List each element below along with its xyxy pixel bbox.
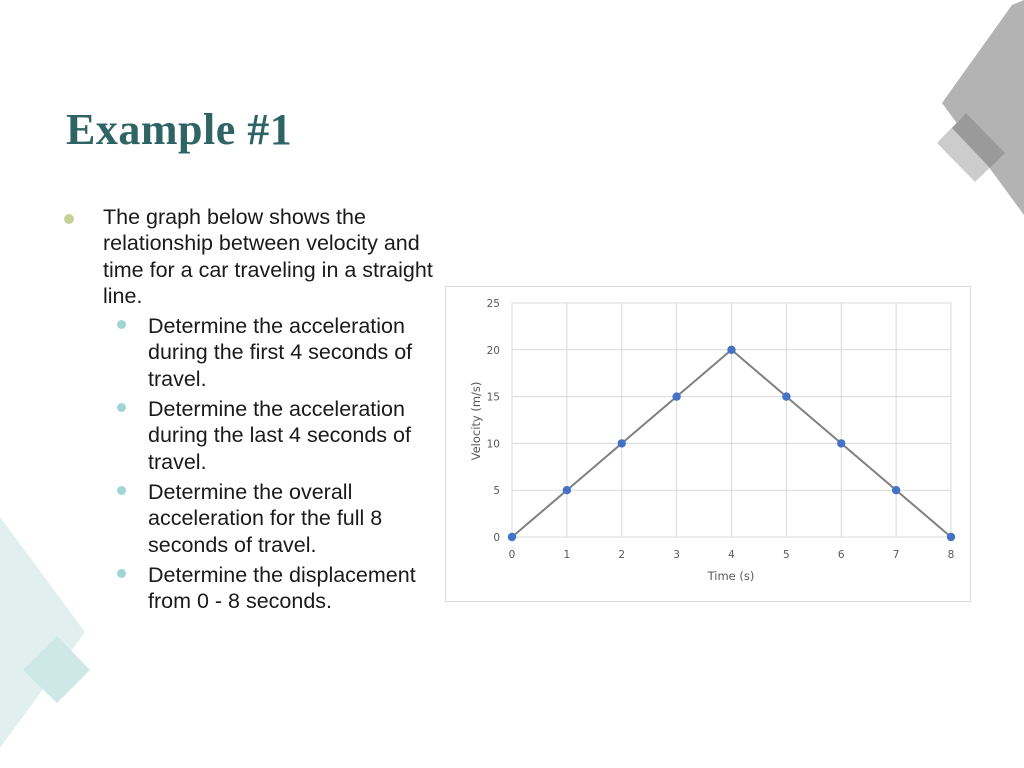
sub-bullet-dot-icon: [117, 569, 126, 578]
chart-tick-labels: [487, 298, 955, 561]
sub-bullet-2: [56, 396, 436, 475]
sub-bullet-dot-icon: [117, 486, 126, 495]
x-tick-label: 5: [783, 549, 790, 561]
y-tick-label: 10: [486, 438, 500, 451]
bullet-list: [56, 204, 436, 614]
data-point: [892, 486, 900, 494]
x-tick-label: 1: [563, 549, 571, 561]
data-point: [782, 392, 790, 400]
x-tick-label: 0: [508, 549, 516, 561]
sub-bullet-1: [56, 313, 436, 392]
x-tick-label: 2: [618, 549, 626, 561]
data-point: [672, 392, 680, 400]
deco-diamond-small-dark-top-right: [952, 113, 1005, 168]
bullet-dot-icon: [64, 214, 74, 224]
bullet-main-text: The graph below shows the relationship between velocity and time for a car traveling in a straight line.: [103, 205, 433, 308]
data-point: [727, 346, 735, 354]
velocity-time-chart: [445, 286, 971, 602]
deco-diamond-small-bottom-left: [23, 636, 90, 703]
data-point: [508, 533, 516, 541]
sub-bullet-4: [56, 562, 436, 615]
x-tick-label: 7: [892, 549, 900, 561]
deco-diamond-large-top-right: [942, 0, 1024, 215]
page-title: Example #1: [66, 105, 293, 154]
y-axis-label: Velocity (m/s): [469, 381, 483, 461]
y-tick-label: 5: [493, 485, 500, 498]
bullet-main: [56, 204, 436, 309]
x-tick-label: 6: [837, 549, 845, 561]
x-tick-label: 3: [673, 549, 680, 561]
sub-bullet-text: Determine the overall acceleration for the full 8 seconds of travel.: [148, 479, 383, 557]
sub-bullet-text: Determine the displacement from 0 - 8 seconds.: [148, 562, 416, 614]
sub-bullet-3: [56, 479, 436, 558]
sub-bullet-text: Determine the acceleration during the last 4 seconds of travel.: [148, 397, 411, 474]
deco-diamond-small-light-top-right: [937, 113, 1005, 182]
chart-svg: [446, 287, 970, 601]
x-tick-label: 4: [728, 549, 735, 561]
x-tick-label: 8: [947, 549, 955, 561]
data-point: [618, 439, 626, 447]
y-tick-label: 0: [493, 532, 500, 544]
chart-gridlines: [512, 303, 951, 537]
sub-bullet-dot-icon: [117, 403, 126, 412]
sub-bullet-text: Determine the acceleration during the first 4 seconds of travel.: [148, 314, 413, 391]
y-tick-label: 20: [486, 344, 500, 357]
data-point: [947, 533, 955, 541]
data-point: [563, 486, 571, 494]
sub-bullet-dot-icon: [117, 320, 126, 329]
x-axis-label: Time (s): [707, 569, 755, 583]
y-tick-label: 25: [486, 298, 500, 310]
data-point: [837, 439, 845, 447]
y-tick-label: 15: [486, 391, 500, 404]
